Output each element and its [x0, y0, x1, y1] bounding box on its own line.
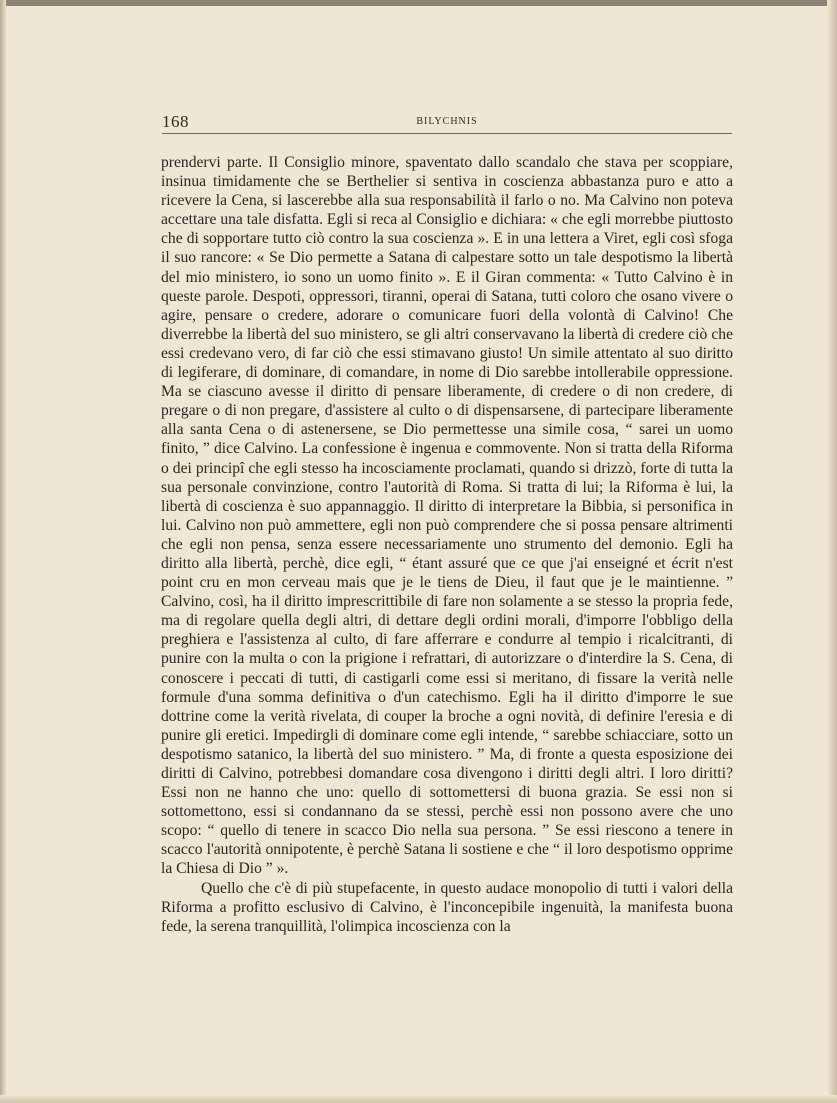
- page-number: 168: [162, 112, 189, 131]
- page-right-edge: [827, 0, 837, 1103]
- page-top-edge: [0, 0, 837, 6]
- header-rule: [162, 133, 732, 134]
- paragraph-2: Quello che c'è di più stupefacente, in questo audace monopolio di tutti i valori della Riforma a profitto esclusivo di Calvino, è l'inconcepibile ingenuità, la manifesta buona fede, la serena tranquillità, l'olimpica incoscienza con la: [161, 879, 733, 935]
- page-bottom-edge: [0, 1095, 837, 1103]
- page-left-edge: [0, 0, 6, 1103]
- running-header: [162, 112, 732, 134]
- paragraph-1: prendervi parte. Il Consiglio minore, spaventato dallo scandalo che stava per scoppiare, insinua timidamente che se Berthelier si sentiva in coscienza abbastanza puro e atto a ricevere la Cena, si lascerebbe alla sua responsabilità il farlo o no. Ma Calvino non poteva accettare una tale disfatta. Egli si reca al Consiglio e dichiara: « che egli morrebbe piuttosto che di sopportare tutto ciò contro la sua coscienza ». E in una lettera a Viret, egli così sfoga il suo rancore: « Se Dio permette a Satana di calpestare sotto un tale despotismo la libertà del mio ministero, io sono un uomo finito ». E il Giran commenta: « Tutto Calvino è in queste parole. Despoti, oppressori, tiranni, operai di Satana, tutti coloro che osano vivere o agire, pensare o credere, adorare o comunicare fuori della volontà di Calvino! Che diverrebbe la libertà del suo ministero, se gli altri conservavano la libertà di credere ciò che essi credevano vero, di far ciò che essi stimavano giusto! Un simile attentato al suo diritto di legiferare, di dominare, di comandare, in nome di Dio sarebbe intollerabile oppressione. Ma se ciascuno avesse il diritto di pensare liberamente, di credere o di non credere, di pregare o di non pregare, d'assistere al culto o di dispensarsene, di partecipare liberamente alla santa Cena o di astenersene, se Dio permettesse una simile cosa, “ sarei un uomo finito, ” dice Calvino. La confessione è ingenua e commovente. Non si tratta della Riforma o dei principî che egli stesso ha incosciamente proclamati, quando si drizzò, forte di tutta la sua personale convinzione, contro l'autorità di Roma. Si tratta di lui; la Riforma è lui, la libertà di coscienza è suo appannaggio. Il diritto di interpretare la Bibbia, si personifica in lui. Calvino non può ammettere, egli non può comprendere che si possa pensare altrimenti che egli non pensa, senza essere necessariamente uno strumento del demonio. Egli ha diritto alla libertà, perchè, dice egli, “ étant assuré que ce que j'ai enseigné et écrit n'est point cru en mon cerveau mais que je le tiens de Dieu, il faut que je le maintienne. ” Calvino, così, ha il diritto imprescrittibile di fare non solamente a se stesso la propria fede, ma di regolare quella degli altri, di dettare degli ordini morali, d'imporre l'obbligo della preghiera e l'assistenza al culto, di fare afferrare e condurre al tempio i ricalcitranti, di punire con la multa o con la prigione i refrattari, di autorizzare o d'interdire la S. Cena, di conoscere i peccati di tutti, di castigarli come essi si meritano, di fissare la verità nelle formule d'una somma definitiva o d'un catechismo. Egli ha il diritto d'imporre le sue dottrine come la verità rivelata, di couper la broche a ogni novità, di definire l'eresia e di punire gli eretici. Impedirgli di dominare come egli intende, “ sarebbe schiacciare, sotto un despotismo satanico, la libertà del suo ministero. ” Ma, di fronte a questa esposizione dei diritti di Calvino, potrebbesi domandare cosa divengono i diritti degli altri. I loro diritti? Essi non ne hanno che uno: quello di sottomettersi di buona grazia. Se essi non si sottomettono, essi si condannano da se stessi, perchè essi non possono avere che uno scopo: “ quello di tenere in scacco Dio nella sua persona. ” Se essi riescono a tenere in scacco l'autorità onnipotente, è perchè Satana li sostiene e che “ il loro despotismo opprime la Chiesa di Dio ” ».: [161, 154, 733, 878]
- body-text: [161, 153, 733, 936]
- running-title: BILYCHNIS: [416, 116, 478, 127]
